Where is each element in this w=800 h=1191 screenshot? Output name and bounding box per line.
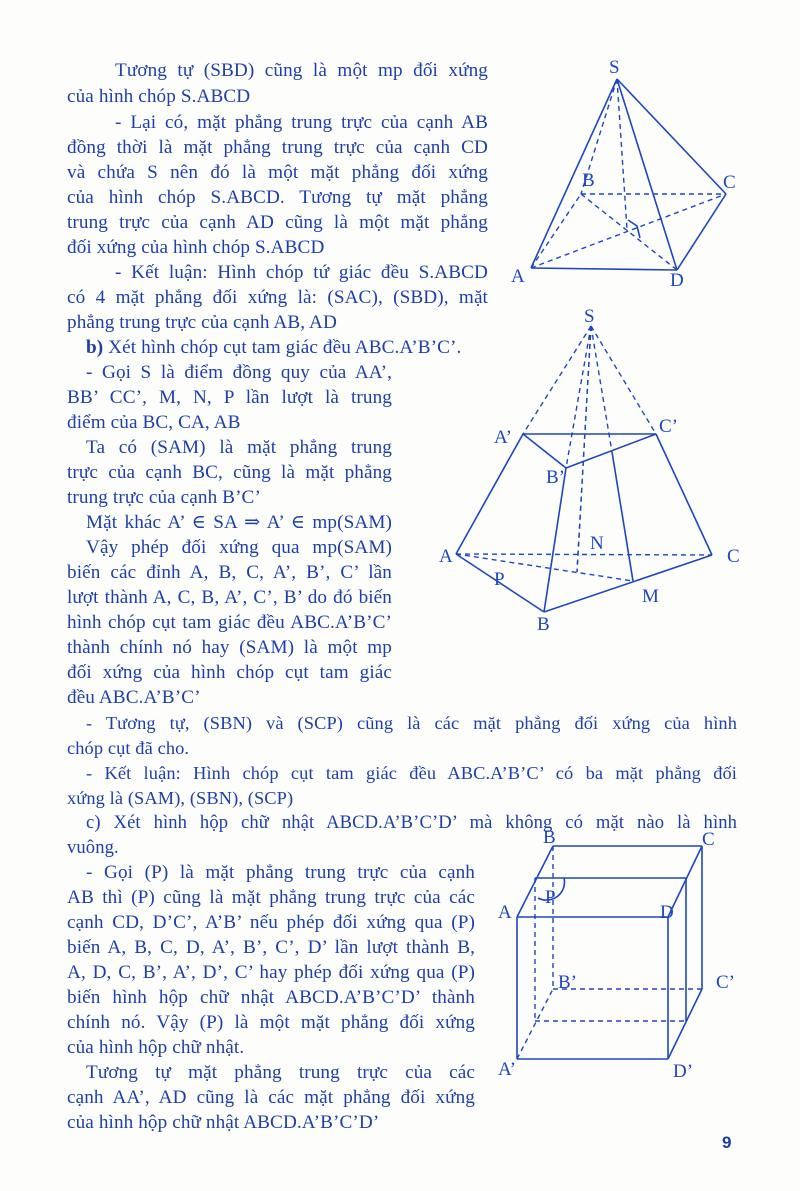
text-line: BB’ CC’, M, N, P lần lượt là trung: [67, 387, 392, 408]
label-D: D: [670, 270, 684, 291]
text-line: lượt thành A, C, B, A’, C’, B’ do đó biến: [67, 587, 392, 608]
heading-text: Xét hình chóp cụt tam giác đều ABC.A’B’C’.: [103, 337, 462, 358]
label-B: B: [582, 170, 595, 191]
label-A: A: [511, 266, 525, 287]
label-S: S: [584, 306, 595, 327]
text-line: biến các đỉnh A, B, C, A’, B’, C’ lần: [67, 562, 392, 583]
label-D: D: [660, 902, 674, 923]
label-C: C: [702, 829, 715, 850]
label-P: P: [494, 569, 505, 590]
text-line: và chứa S nên đó là một mặt phẳng đối xứng: [67, 162, 488, 183]
text-line: của hình chóp S.ABCD. Tương tự mặt phẳng: [67, 187, 488, 208]
text-line: - Tương tự, (SBN) và (SCP) cũng là các mặt phẳng đối xứng của hình: [86, 713, 737, 733]
label-B: B: [537, 614, 550, 635]
label-C-prime: C’: [659, 416, 678, 437]
label-A-prime: A’: [498, 1059, 516, 1080]
label-C-prime: C’: [716, 972, 735, 993]
text-line: của hình chóp S.ABCD: [67, 86, 251, 107]
text-line: đối xứng của hình chóp S.ABCD: [67, 237, 325, 258]
text-line: trực của cạnh BC, cũng là mặt phẳng: [67, 462, 392, 483]
text-line: xứng là (SAM), (SBN), (SCP): [67, 788, 294, 808]
text-line: - Lại có, mặt phẳng trung trực của cạnh AB: [115, 112, 488, 133]
heading-text: Xét hình hộp chữ nhật ABCD.A’B’C’D’ mà không có mặt nào là hình: [100, 812, 737, 833]
label-B-prime: B’: [558, 972, 577, 993]
text-line: đều ABC.A’B’C’: [67, 687, 201, 708]
label-M: M: [642, 586, 659, 607]
text-line: Mặt khác A’ ∈ SA ⇒ A’ ∈ mp(SAM): [86, 512, 392, 533]
label-S: S: [609, 57, 620, 78]
text-line: đối xứng của hình chóp cụt tam giác: [67, 662, 392, 683]
text-line: đồng thời là mặt phẳng trung trực của cạnh CD: [67, 137, 488, 158]
box-edges: [517, 846, 702, 1059]
label-C: C: [727, 546, 740, 567]
text-line: trung trực của cạnh AD cũng là một mặt phẳng: [67, 212, 488, 233]
label-B: B: [543, 827, 556, 848]
text-line: trung trực của cạnh B’C’: [67, 487, 261, 508]
section-label: c): [86, 812, 101, 833]
page-number: 9: [722, 1133, 732, 1152]
label-D-prime: D’: [673, 1061, 694, 1082]
text-line: A, D, C, B’, A’, D’, C’ hay phép đối xứng qua (P): [67, 962, 475, 983]
label-A-prime: A’: [494, 427, 512, 448]
text-line: chóp cụt đã cho.: [67, 738, 190, 758]
text-line: Ta có (SAM) là mặt phẳng trung: [86, 437, 392, 458]
edge-D1C1: [668, 989, 702, 1059]
text-line: - Kết luận: Hình chóp tứ giác đều S.ABCD: [115, 262, 488, 283]
text-line: chính nó. Vậy (P) là một mặt phẳng đối xứng: [67, 1012, 475, 1033]
text-line: thành chính nó hay (SAM) là một mp: [67, 637, 392, 658]
text-line: hình chóp cụt tam giác đều ABC.A’B’C’: [67, 612, 392, 633]
text-line: - Gọi (P) là mặt phẳng trung trực của cạnh: [86, 862, 475, 883]
text-line: của hình hộp chữ nhật ABCD.A’B’C’D’: [67, 1112, 380, 1133]
section-label: b): [86, 337, 104, 358]
text-line: vuông.: [67, 837, 119, 858]
text-line: Tương tự (SBD) cũng là một mp đối xứng: [115, 60, 488, 81]
label-P: P: [545, 887, 556, 908]
text-line: cạnh CD, D’C’, A’B’ nếu phép đối xứng qua (P): [67, 912, 475, 933]
label-B-prime: B’: [546, 467, 565, 488]
text-line: biến hình hộp chữ nhật ABCD.A’B’C’D’ thành: [67, 987, 475, 1008]
label-A: A: [439, 546, 453, 567]
text-line: cạnh AA’, AD cũng là các mặt phẳng đối xứng: [67, 1087, 475, 1108]
text-line: phẳng trung trực của cạnh AB, AD: [67, 312, 337, 333]
text-line: AB thì (P) cũng là mặt phẳng trung trực của các: [67, 887, 475, 908]
text-line: biến A, B, C, D, A’, B’, C’, D’ lần lượt thành B,: [67, 937, 475, 958]
text-line: có 4 mặt phẳng đối xứng là: (SAC), (SBD), mặt: [67, 287, 488, 308]
text-line: của hình hộp chữ nhật.: [67, 1037, 245, 1058]
text-line: điểm của BC, CA, AB: [67, 412, 241, 433]
text-line: - Gọi S là điểm đồng quy của AA’,: [86, 362, 392, 383]
text-line: - Kết luận: Hình chóp cụt tam giác đều ABC.A’B’C’ có ba mặt phẳng đối: [86, 763, 737, 783]
text-line: Vậy phép đối xứng qua mp(SAM): [86, 537, 392, 558]
text-line: Tương tự mặt phẳng trung trực của các: [86, 1062, 475, 1083]
label-C: C: [723, 172, 736, 193]
label-A: A: [498, 902, 512, 923]
label-N: N: [590, 533, 604, 554]
